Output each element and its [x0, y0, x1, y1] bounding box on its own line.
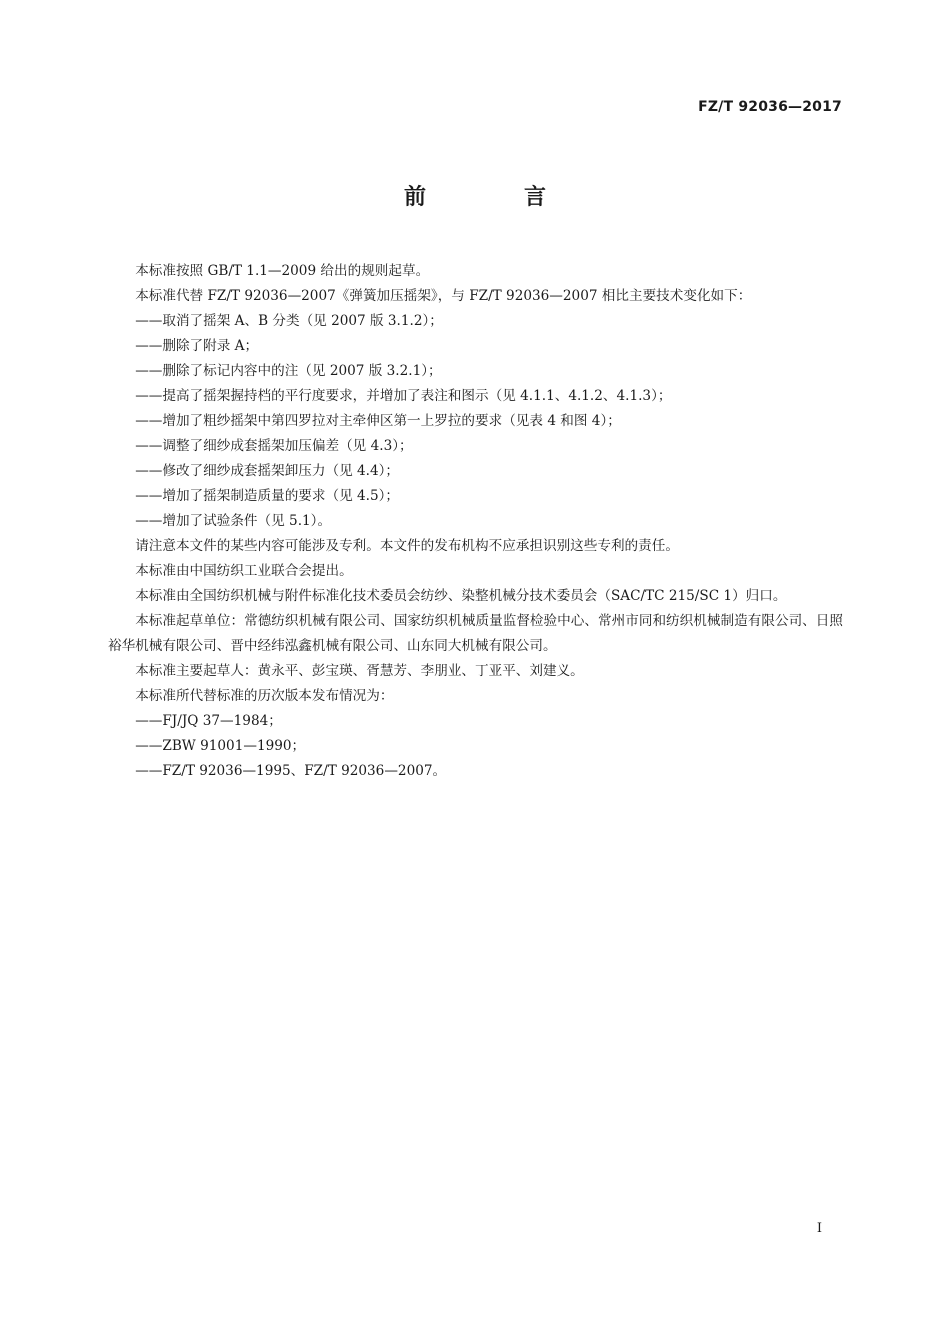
- paragraph-drafters: 本标准主要起草人：黄永平、彭宝瑛、胥慧芳、李朋业、丁亚平、刘建义。: [135, 663, 584, 679]
- change-item: ——删除了附录 A；: [135, 338, 259, 354]
- paragraph-replacement: 本标准代替 FZ/T 92036—2007《弹簧加压摇架》，与 FZ/T 92036—2007 相比主要技术变化如下：: [135, 288, 752, 304]
- history-item: ——FJ/JQ 37—1984；: [135, 713, 282, 729]
- history-item: ——ZBW 91001—1990；: [135, 738, 306, 754]
- change-item: ——提高了摇架握持档的平行度要求，并增加了表注和图示（见 4.1.1、4.1.2、4.1.3）；: [135, 388, 672, 404]
- document-body: [108, 259, 843, 784]
- change-item: ——取消了摇架 A、B 分类（见 2007 版 3.1.2）；: [135, 313, 443, 329]
- paragraph-patent-notice: 请注意本文件的某些内容可能涉及专利。本文件的发布机构不应承担识别这些专利的责任。: [135, 538, 679, 554]
- standard-code: FZ/T 92036—2017: [698, 99, 842, 115]
- change-item: ——修改了细纱成套摇架卸压力（见 4.4）；: [135, 463, 400, 479]
- page-number: I: [816, 1221, 822, 1236]
- paragraph-proposer: 本标准由中国纺织工业联合会提出。: [135, 563, 353, 579]
- change-item: ——增加了粗纱摇架中第四罗拉对主牵伸区第一上罗拉的要求（见表 4 和图 4）；: [135, 413, 621, 429]
- change-item: ——增加了摇架制造质量的要求（见 4.5）；: [135, 488, 400, 504]
- paragraph-committee: 本标准由全国纺织机械与附件标准化技术委员会纺纱、染整机械分技术委员会（SAC/TC 215/SC 1）归口。: [135, 588, 787, 604]
- history-item: ——FZ/T 92036—1995、FZ/T 92036—2007。: [135, 763, 447, 779]
- change-item: ——增加了试验条件（见 5.1）。: [135, 513, 332, 529]
- paragraph-drafting-units: 本标准起草单位：常德纺织机械有限公司、国家纺织机械质量监督检验中心、常州市同和纺织机械制造有限公司、日照裕华机械有限公司、晋中经纬泓鑫机械有限公司、山东同大机械有限公司。: [108, 613, 843, 654]
- change-item: ——删除了标记内容中的注（见 2007 版 3.2.1）；: [135, 363, 442, 379]
- paragraph-drafting-rules: 本标准按照 GB/T 1.1—2009 给出的规则起草。: [135, 263, 430, 279]
- page-title: 前 言: [403, 185, 584, 210]
- change-item: ——调整了细纱成套摇架加压偏差（见 4.3）；: [135, 438, 413, 454]
- paragraph-history-intro: 本标准所代替标准的历次版本发布情况为：: [135, 688, 394, 704]
